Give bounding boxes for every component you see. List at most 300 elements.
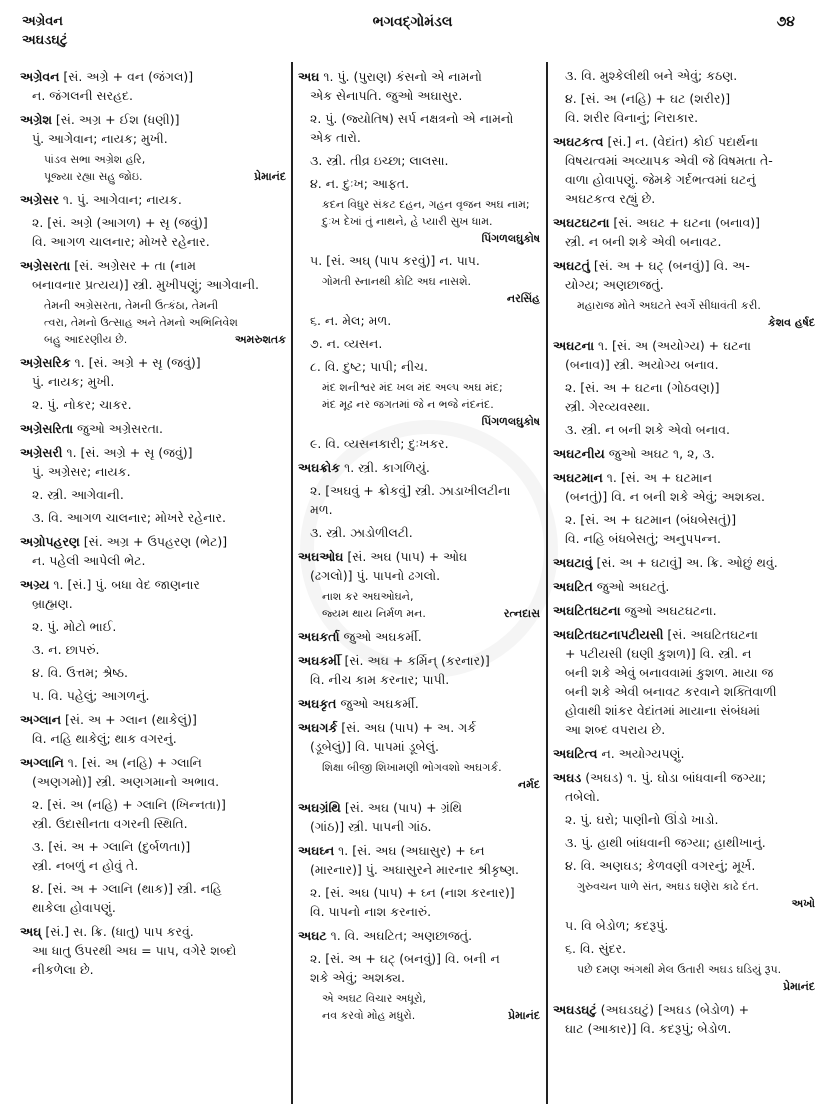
definition-text: ૩. વિ. મુશ્કેલીથી બને એવું; કઠણ. <box>565 68 738 83</box>
continuation-line <box>553 189 815 208</box>
continuation-line <box>298 566 540 585</box>
definition-text: થાકેલા હોવાપણું. <box>32 900 116 915</box>
entry-line <box>298 627 540 646</box>
definition-text: બની શકે એવી બનાવટ કરવાને શક્તિવાળી <box>565 684 777 699</box>
continuation-line <box>20 814 286 833</box>
headword: અગ્રેસરિક <box>20 355 71 370</box>
sense-line <box>553 833 815 852</box>
sense-line <box>298 251 540 270</box>
continuation-line <box>20 129 286 148</box>
entry-line <box>553 601 815 620</box>
continuation-line <box>553 701 815 720</box>
column-divider <box>291 62 293 1104</box>
entry-line <box>298 798 540 817</box>
definition-text: ૫. વિ. પહેલું; આગળનું. <box>32 688 150 703</box>
continuation-line <box>298 670 540 689</box>
definition-text: ૧. [સં. અગ્રે + સૃ (જવું)] <box>62 445 193 460</box>
definition-text: ૪. ન. દુઃખ; આફત. <box>310 176 410 191</box>
headword: અઘઘ્ન <box>298 843 335 858</box>
sense-line <box>298 523 540 542</box>
continuation-line <box>20 729 286 748</box>
definition-text: તેમની અગ્રેસરતા, તેમની ઉત્કંઠા, તેમની <box>44 299 219 312</box>
quotation-author: પિંગળલઘુકોષ <box>481 232 540 245</box>
continuation-line <box>553 275 815 294</box>
definition-text: એ અઘટ વિચાર અધૂરો, <box>322 992 426 1005</box>
sense-line <box>20 508 286 527</box>
column-1 <box>20 62 286 979</box>
entry-line <box>298 67 540 86</box>
continuation-line <box>20 372 286 391</box>
quotation-line <box>553 878 815 895</box>
definition-text: નવ કરવો મોહ મધુરો. <box>322 1009 416 1022</box>
quotation-line <box>298 196 540 213</box>
quotation-line <box>20 168 286 185</box>
entry-line <box>20 419 286 438</box>
entry-line <box>553 336 815 355</box>
definition-text: + પટીયસી (ઘણી કુશળ)] વિ. સ્ત્રી. ન <box>565 646 752 661</box>
continuation-line <box>553 170 815 189</box>
definition-text: પું. નાયક; મુખી. <box>32 374 115 389</box>
continuation-line <box>20 594 286 613</box>
definition-text: ૨. [સં. અઘ (પાપ) + ઘ્ન (નાશ કરનાર)] <box>310 885 515 900</box>
quotation-line <box>20 314 286 331</box>
quotation-line <box>20 331 286 348</box>
continuation-line <box>20 462 286 481</box>
sense-line <box>20 485 286 504</box>
continuation-line <box>20 86 286 105</box>
entry-line <box>553 768 815 787</box>
definition-text: યોગ્ય; અણછાજતું. <box>565 277 664 292</box>
definition-text: પું. આગેવાન; નાયક; મુખી. <box>32 131 168 146</box>
headword: અગ્રેસરતા <box>20 258 71 273</box>
definition-text: ૨. [સં. અ + ઘટમાન (બંધબેસતું)] <box>565 512 737 527</box>
definition-text: જુઓ અગ્રેસરતા. <box>73 421 163 436</box>
continuation-line <box>553 487 815 506</box>
guide-word-first: અગ્રેવન <box>22 14 63 29</box>
quotation-line <box>298 396 540 413</box>
definition-text: વિષયત્વમાં અવ્યાપક એવી જે વિષમતા તે- <box>565 153 773 168</box>
continuation-line <box>20 941 286 960</box>
sense-line <box>298 357 540 376</box>
definition-text: ૨. પું. ઘરો; પાણીનો ઊંડો ખાડો. <box>565 812 719 827</box>
quotation-line <box>20 151 286 168</box>
quotation-author: પ્રેમાનંદ <box>508 1009 540 1022</box>
definition-text: [સં. અઘ (પાપ) + ગ્રંથિ <box>340 800 463 815</box>
continuation-line <box>298 737 540 756</box>
definition-text: અઘટકત્વ રહ્યું છે. <box>565 191 656 206</box>
continuation-line <box>298 500 540 519</box>
definition-text: (ઢગલો)] પું. પાપનો ઢગલો. <box>310 568 441 583</box>
definition-text: ૧. [સં. અ (અયોગ્ય) + ઘટના <box>594 338 751 353</box>
definition-text: ૫. વિ બેડોળ; કદરૂપું. <box>565 918 669 933</box>
definition-text: જુઓ અઘટ ૧, ૨, ૩. <box>604 446 715 461</box>
definition-text: ૩. પું. હાથી બાંધવાની જગ્યા; હાથીખાનું. <box>565 835 766 850</box>
definition-text: વિ. શરીર વિનાનું; નિરાકાર. <box>565 110 699 125</box>
headword: અઘટનીય <box>553 446 605 461</box>
headword: અઘટિતઘટનાપટીયસી <box>553 627 664 642</box>
definition-text: ૩. સ્ત્રી. ઝાડોળીલટી. <box>310 525 413 540</box>
definition-text: (અઘડઘટું) [અઘડ (બેડોળ) + <box>596 1002 750 1017</box>
sense-line <box>20 640 286 659</box>
entry-line <box>20 353 286 372</box>
quotation-line <box>298 1007 540 1024</box>
definition-text: જુઓ અઘટઘટના. <box>620 603 717 618</box>
quotation-author: પિંગળલઘુકોષ <box>481 415 540 428</box>
definition-text: મહારાજ મોતે અઘટતે સ્વર્ગે સીધાવંતી કરી. <box>577 299 761 312</box>
definition-text: બ્રાહ્મણ. <box>32 596 73 611</box>
definition-text: ગુરુવચન પાળે સંત, અઘડ ઘણેરા કાઢે દંત. <box>577 880 759 893</box>
definition-text: [સં. અ + ઘટ્ (બનવું)] વિ. અ- <box>589 258 750 273</box>
definition-text: ૨. પું. (જ્યોતિષ) સર્પ નક્ષત્રનો એ નામનો <box>310 111 514 126</box>
headword: અઘટાવું <box>553 555 593 570</box>
running-title: ભગવદ્ગોમંડલ <box>372 14 453 30</box>
definition-text: ૪. વિ. અણઘડ; કેળવણી વગરનું; મૂર્ખ. <box>565 858 756 873</box>
headword: અઘડ <box>553 770 582 785</box>
quotation-line <box>298 588 540 605</box>
definition-text: ૬. ન. મેલ; મળ. <box>310 313 392 328</box>
continuation-line <box>553 682 815 701</box>
continuation-line <box>298 817 540 836</box>
definition-text: (બનાવ)] સ્ત્રી. અયોગ્ય બનાવ. <box>565 357 719 372</box>
entry-line <box>553 468 815 487</box>
definition-text: ૨. [સં. અ + ઘટ્ (બનવું)] વિ. બની ન <box>310 951 500 966</box>
headword: અગ્રેસરી <box>20 445 63 460</box>
headword: અઘકૃત <box>298 696 337 711</box>
quotation-line <box>20 297 286 314</box>
sense-line <box>553 420 815 439</box>
headword: અગ્રેશ <box>20 112 52 127</box>
definition-text: ૩. ન. છાપરું. <box>32 642 100 657</box>
definition-text: ૨. પું. નોકર; ચાકર. <box>32 397 132 412</box>
definition-text: [સં. અઘ + કર્મિન્ (કરનાર)] <box>340 653 490 668</box>
entry-line <box>553 577 815 596</box>
definition-text: જુઓ અઘકર્મી. <box>336 696 419 711</box>
continuation-line <box>553 397 815 416</box>
entry-line <box>553 1000 815 1019</box>
definition-text: ૨. પું. મોટો ભાઈ. <box>32 619 117 634</box>
headword: અઘટિત્વ <box>553 746 598 761</box>
definition-text: ૧. વિ. અઘટિત; અણછાજતું. <box>326 928 473 943</box>
definition-text: ૩. વિ. આગળ ચાલનાર; મોખરે રહેનાર. <box>32 510 226 525</box>
definition-text: ૩. સ્ત્રી. તીવ્ર ઇચ્છા; લાલસા. <box>310 153 449 168</box>
headword: અગ્ર્ય <box>20 577 50 592</box>
definition-text: ૧. [સં. અ (નહિ) + ગ્લાનિ <box>63 755 202 770</box>
continuation-line <box>20 772 286 791</box>
definition-text: નાશ કર અઘઓઘને, <box>322 590 414 603</box>
sense-line <box>553 378 815 397</box>
headword: અઘ <box>298 69 320 84</box>
quotation-author: અખો <box>791 897 815 910</box>
entry-line <box>298 651 540 670</box>
definition-text: પૂજ્યા રહ્યા સહુ જોઇ. <box>44 170 143 183</box>
sense-line <box>298 334 540 353</box>
quotation-author: રત્નદાસ <box>503 607 540 620</box>
sense-line <box>20 617 286 636</box>
entry-line <box>20 532 286 551</box>
sense-line <box>553 916 815 935</box>
definition-text: [સં.] ન. (વેદાંત) કોઈ પદાર્થના <box>603 134 759 149</box>
definition-text: ન. પહેલી આપેલી ભેટ. <box>32 553 146 568</box>
definition-text: ૨. [સં. અ + ઘટના (ગોઠવણ)] <box>565 380 720 395</box>
definition-text: ૨. [સં. અ (નહિ) + ગ્લાનિ (ખિન્નતા)] <box>32 797 226 812</box>
sense-line <box>20 686 286 705</box>
definition-text: શિક્ષા બીજી શિખામણી ભોગવશો અઘગર્ક. <box>322 761 502 774</box>
definition-text: ૭. ન. વ્યસન. <box>310 336 383 351</box>
definition-text: [સં.] સ. ક્રિ. (ધાતુ) પાપ કરવું. <box>41 924 194 939</box>
quotation-author: નર્મદ <box>517 778 540 791</box>
definition-text: જુઓ અઘટતું. <box>592 579 670 594</box>
definition-text: મળ. <box>310 502 333 517</box>
sense-line <box>20 795 286 814</box>
definition-text: (અઘડ) ૧. પું. ઘોડા બાંધવાની જગ્યા; <box>581 770 767 785</box>
entry-line <box>553 744 815 763</box>
sense-line <box>298 174 540 193</box>
definition-text: ૧. પું. આગેવાન; નાયક. <box>58 192 182 207</box>
entry-line <box>553 256 815 275</box>
headword: અગ્લાનિ <box>20 755 64 770</box>
entry-line <box>553 213 815 232</box>
entry-line <box>553 553 815 572</box>
continuation-line <box>553 720 815 739</box>
entry-line <box>298 547 540 566</box>
definition-text: ૬. વિ. સુંદર. <box>565 941 627 956</box>
sense-line <box>553 66 815 85</box>
entry-line <box>553 444 815 463</box>
continuation-line <box>20 856 286 875</box>
entry-line <box>20 710 286 729</box>
sense-line <box>20 213 286 232</box>
sense-line <box>553 856 815 875</box>
definition-text: ૪. [સં. અ + ગ્લાનિ (થાક)] સ્ત્રી. નહિ <box>32 881 222 896</box>
continuation-line <box>20 551 286 570</box>
headword: અગ્રોપહરણ <box>20 534 80 549</box>
headword: અઘટના <box>553 338 595 353</box>
definition-text: [સં. અઘટિતઘટના <box>663 627 758 642</box>
definition-text: [સં. અઘ (પાપ) + અ. ગર્ક <box>337 720 477 735</box>
definition-text: (બનતું)] વિ. ન બની શકે એવું; અશક્ય. <box>565 489 765 504</box>
definition-text: [સં. અગ્ર + ઉપહરણ (ભેટ)] <box>79 534 228 549</box>
sense-line <box>553 939 815 958</box>
sense-line <box>20 663 286 682</box>
entry-line <box>298 841 540 860</box>
continuation-line <box>553 663 815 682</box>
quotation-line <box>298 759 540 776</box>
definition-text: ન. અયોગ્યપણું. <box>597 746 685 761</box>
definition-text: હોવાથી શાંકર વેદાંતમાં માયાના સંબંધમાં <box>565 703 761 718</box>
definition-text: [સં. અઘટ + ઘટના (બનાવ)] <box>609 215 761 230</box>
entry-line <box>20 753 286 772</box>
continuation-line <box>553 787 815 806</box>
entry-line <box>553 625 815 644</box>
headword: અઘકર્મી <box>298 653 341 668</box>
definition-text: પછે દમણ અંગથી મેલ ઉતારી અઘડ ઘડિયું રૂપ. <box>577 963 782 976</box>
definition-text: ૧. [સં. અઘ (અઘાસુર) + ઘ્ન <box>334 843 485 858</box>
headword: અઘઓઘ <box>298 549 344 564</box>
definition-text: ૫. [સં. અઘ્ (પાપ કરવું)] ન. પાપ. <box>310 253 480 268</box>
definition-text: ૧. સ્ત્રી. કાગળિયું. <box>340 460 430 475</box>
continuation-line <box>553 529 815 548</box>
definition-text: વિ. પાપનો નાશ કરનારું. <box>310 904 432 919</box>
definition-text: મંદ મૂઢ નર જગતમાં જે ન ભજે નંદનંદ. <box>322 398 494 411</box>
sense-line <box>553 510 815 529</box>
sense-line <box>553 810 815 829</box>
continuation-line <box>553 108 815 127</box>
definition-text: સ્ત્રી. ઉદાસીનતા વગરની સ્થિતિ. <box>32 816 188 831</box>
headword: અઘકર્તા <box>298 629 340 644</box>
sense-line <box>298 109 540 128</box>
quotation-author: કેશવ હર્ષદ <box>767 316 815 329</box>
sense-line <box>20 879 286 898</box>
definition-text: ૪. વિ. ઉત્તમ; શ્રેષ્ઠ. <box>32 665 128 680</box>
definition-text: દુઃખ દેખાં તું નાથને, હે પ્યારી સુખ ધામ. <box>322 215 493 228</box>
definition-text: ૪. [સં. અ (નહિ) + ઘટ (શરીર)] <box>565 91 731 106</box>
headword: અગ્રેવન <box>20 69 60 84</box>
definition-text: જુઓ અઘકર્મી. <box>339 629 422 644</box>
sense-line <box>298 434 540 453</box>
definition-text: ૨. સ્ત્રી. આગેવાની. <box>32 487 124 502</box>
definition-text: નીકળેલા છે. <box>32 962 94 977</box>
column-2 <box>298 62 540 1024</box>
quotation-line <box>553 961 815 978</box>
entry-line <box>20 190 286 209</box>
quotation-line <box>298 605 540 622</box>
definition-text: ૩. [સં. અ + ગ્લાનિ (દુર્બળતા)] <box>32 839 191 854</box>
definition-text: બહુ આદરણીય છે. <box>44 333 128 346</box>
page-number: ૭૪ <box>776 14 795 30</box>
definition-text: ૧. પું. (પુરાણ) કંસનો એ નામનો <box>319 69 482 84</box>
definition-text: સ્ત્રી. ન બની શકે એવી બનાવટ. <box>565 234 722 249</box>
definition-text: [સં. અગ્રેસર + તા (નામ <box>70 258 196 273</box>
entry-line <box>298 458 540 477</box>
continuation-line <box>298 860 540 879</box>
entry-line <box>298 926 540 945</box>
definition-text: [સં. અગ્ર + ઈશ (ધણી)] <box>51 112 180 127</box>
quotation-author: પ્રેમાનંદ <box>783 980 815 993</box>
definition-text: આ ધાતુ ઉપરથી અઘ = પાપ, વગેરે શબ્દો <box>32 943 237 958</box>
headword: અગ્લાન <box>20 712 62 727</box>
sense-line <box>298 311 540 330</box>
definition-text: ત્વરા, તેમનો ઉત્સાહ અને તેમનો અભિનિવેશ <box>44 316 238 329</box>
definition-text: એક સેનાપતિ. જુઓ અઘાસુર. <box>310 88 463 103</box>
definition-text: એક તારો. <box>310 130 361 145</box>
definition-text: ૨. [સં. અગ્રે (આગળ) + સૃ (જવું)] <box>32 215 208 230</box>
definition-text: તબેલો. <box>565 789 600 804</box>
definition-text: બનાવનાર પ્રત્યય)] સ્ત્રી. મુખીપણું; આગેવાની. <box>32 277 259 292</box>
sense-line <box>298 949 540 968</box>
definition-text: [સં. અગ્રે + વન (જંગલ)] <box>59 69 194 84</box>
definition-text: આ શબ્દ વપરાય છે. <box>565 722 666 737</box>
continuation-line <box>553 151 815 170</box>
headword: અઘગ્રંથિ <box>298 800 341 815</box>
guide-word-last: અઘડઘટું <box>22 33 68 48</box>
headword: અઘડઘટું <box>553 1002 597 1017</box>
definition-text: વિ. આગળ ચાલનાર; મોખરે રહેનાર. <box>32 234 210 249</box>
definition-text: મંદ શનીશ્વર મંદ ખલ મંદ અલ્પ અઘ મંદ; <box>322 381 503 394</box>
headword: અઘગર્ક <box>298 720 338 735</box>
quotation-line <box>298 990 540 1007</box>
definition-text: વાળા હોવાપણું. જેમકે ગર્દભત્વમાં ઘટનું <box>565 172 756 187</box>
definition-text: વિ. નહિ થાકેલું; થાક વગરનું. <box>32 731 177 746</box>
sense-line <box>298 883 540 902</box>
definition-text: કદન વિધુર સંકટ દહન, ગહન વૃજન અઘ નામ; <box>322 198 530 211</box>
headword: અઘટમાન <box>553 470 603 485</box>
definition-text: (ડૂબેલું)] વિ. પાપમાં ડૂબેલું. <box>310 739 439 754</box>
continuation-line <box>553 1019 815 1038</box>
continuation-line <box>553 232 815 251</box>
definition-text: ૨. [અઘવું + ક્રોકવું] સ્ત્રી. ઝાડાખીલટીના <box>310 483 511 498</box>
definition-text: ગોમતી સ્નાનથી કોટિ અઘ નાસશે. <box>322 275 472 288</box>
definition-text: (મારનાર)] પું. અઘાસુરને મારનાર શ્રીકૃષ્ણ. <box>310 862 520 877</box>
definition-text: પાંડવ સભા અગ્રેશ હરિ, <box>44 153 146 166</box>
entry-line <box>298 718 540 737</box>
definition-text: પું. અગ્રેસર; નાયક. <box>32 464 131 479</box>
definition-text: ૧. [સં. અગ્રે + સૃ (જવું)] <box>70 355 201 370</box>
column-3 <box>553 62 815 1038</box>
continuation-line <box>20 275 286 294</box>
continuation-line <box>298 86 540 105</box>
continuation-line <box>553 355 815 374</box>
quotation-line <box>298 213 540 230</box>
headword: અઘટતું <box>553 258 590 273</box>
headword: અઘ્ <box>20 924 42 939</box>
entry-line <box>298 694 540 713</box>
continuation-line <box>298 902 540 921</box>
definition-text: સ્ત્રી. ગેરવ્યવસ્થા. <box>565 399 651 414</box>
definition-text: સ્ત્રી. નબળું ન હોવું તે. <box>32 858 139 873</box>
quotation-author: અમરુશતક <box>235 333 286 346</box>
continuation-line <box>20 232 286 251</box>
headword: અઘટિત <box>553 579 593 594</box>
definition-text: ૧. [સં.] પું. બધા વેદ જાણનાર <box>49 577 200 592</box>
definition-text: ૯. વિ. વ્યસનકારી; દુઃખકર. <box>310 436 449 451</box>
definition-text: [સં. અઘ (પાપ) + ઓઘ <box>343 549 468 564</box>
continuation-line <box>20 960 286 979</box>
quotation-line <box>553 297 815 314</box>
definition-text: [સં. અ + ગ્લાન (થાકેલું)] <box>61 712 197 727</box>
quotation-author: પ્રેમાનંદ <box>254 170 286 183</box>
definition-text: બની શકે એવું બનાવવામાં કુશળ. માયા જ <box>565 665 774 680</box>
continuation-line <box>20 898 286 917</box>
headword: અગ્રેસરિતા <box>20 421 74 436</box>
definition-text: (અણગમો)] સ્ત્રી. અણગમાનો અભાવ. <box>32 774 220 789</box>
definition-text: ન. જંગલની સરહદ. <box>32 88 133 103</box>
quotation-author: નરસિંહ <box>506 292 540 305</box>
entry-line <box>20 443 286 462</box>
headword: અઘટ <box>298 928 327 943</box>
definition-text: (ગાંઠ)] સ્ત્રી. પાપની ગાંઠ. <box>310 819 432 834</box>
headword: અઘટકત્વ <box>553 134 604 149</box>
continuation-line <box>298 968 540 987</box>
sense-line <box>298 481 540 500</box>
definition-text: ૧. [સં. અ + ઘટમાન <box>602 470 713 485</box>
definition-text: ૮. વિ. દુષ્ટ; પાપી; નીચ. <box>310 359 428 374</box>
definition-text: વિ. નીચ કામ કરનાર; પાપી. <box>310 672 450 687</box>
headword: અઘક્રોક <box>298 460 341 475</box>
quotation-line <box>298 379 540 396</box>
sense-line <box>20 395 286 414</box>
headword: અઘટઘટના <box>553 215 610 230</box>
definition-text: વિ. નહિ બંધબેસતું; અનુપપન્ન. <box>565 531 722 546</box>
entry-line <box>553 132 815 151</box>
column-divider <box>546 62 548 1104</box>
definition-text: જ્યમ થાય નિર્મળ મન. <box>322 607 426 620</box>
entry-line <box>20 110 286 129</box>
definition-text: ૩. સ્ત્રી. ન બની શકે એવો બનાવ. <box>565 422 730 437</box>
quotation-line <box>298 273 540 290</box>
continuation-line <box>553 644 815 663</box>
definition-text: શકે એવું; અશક્ય. <box>310 970 406 985</box>
sense-line <box>553 89 815 108</box>
